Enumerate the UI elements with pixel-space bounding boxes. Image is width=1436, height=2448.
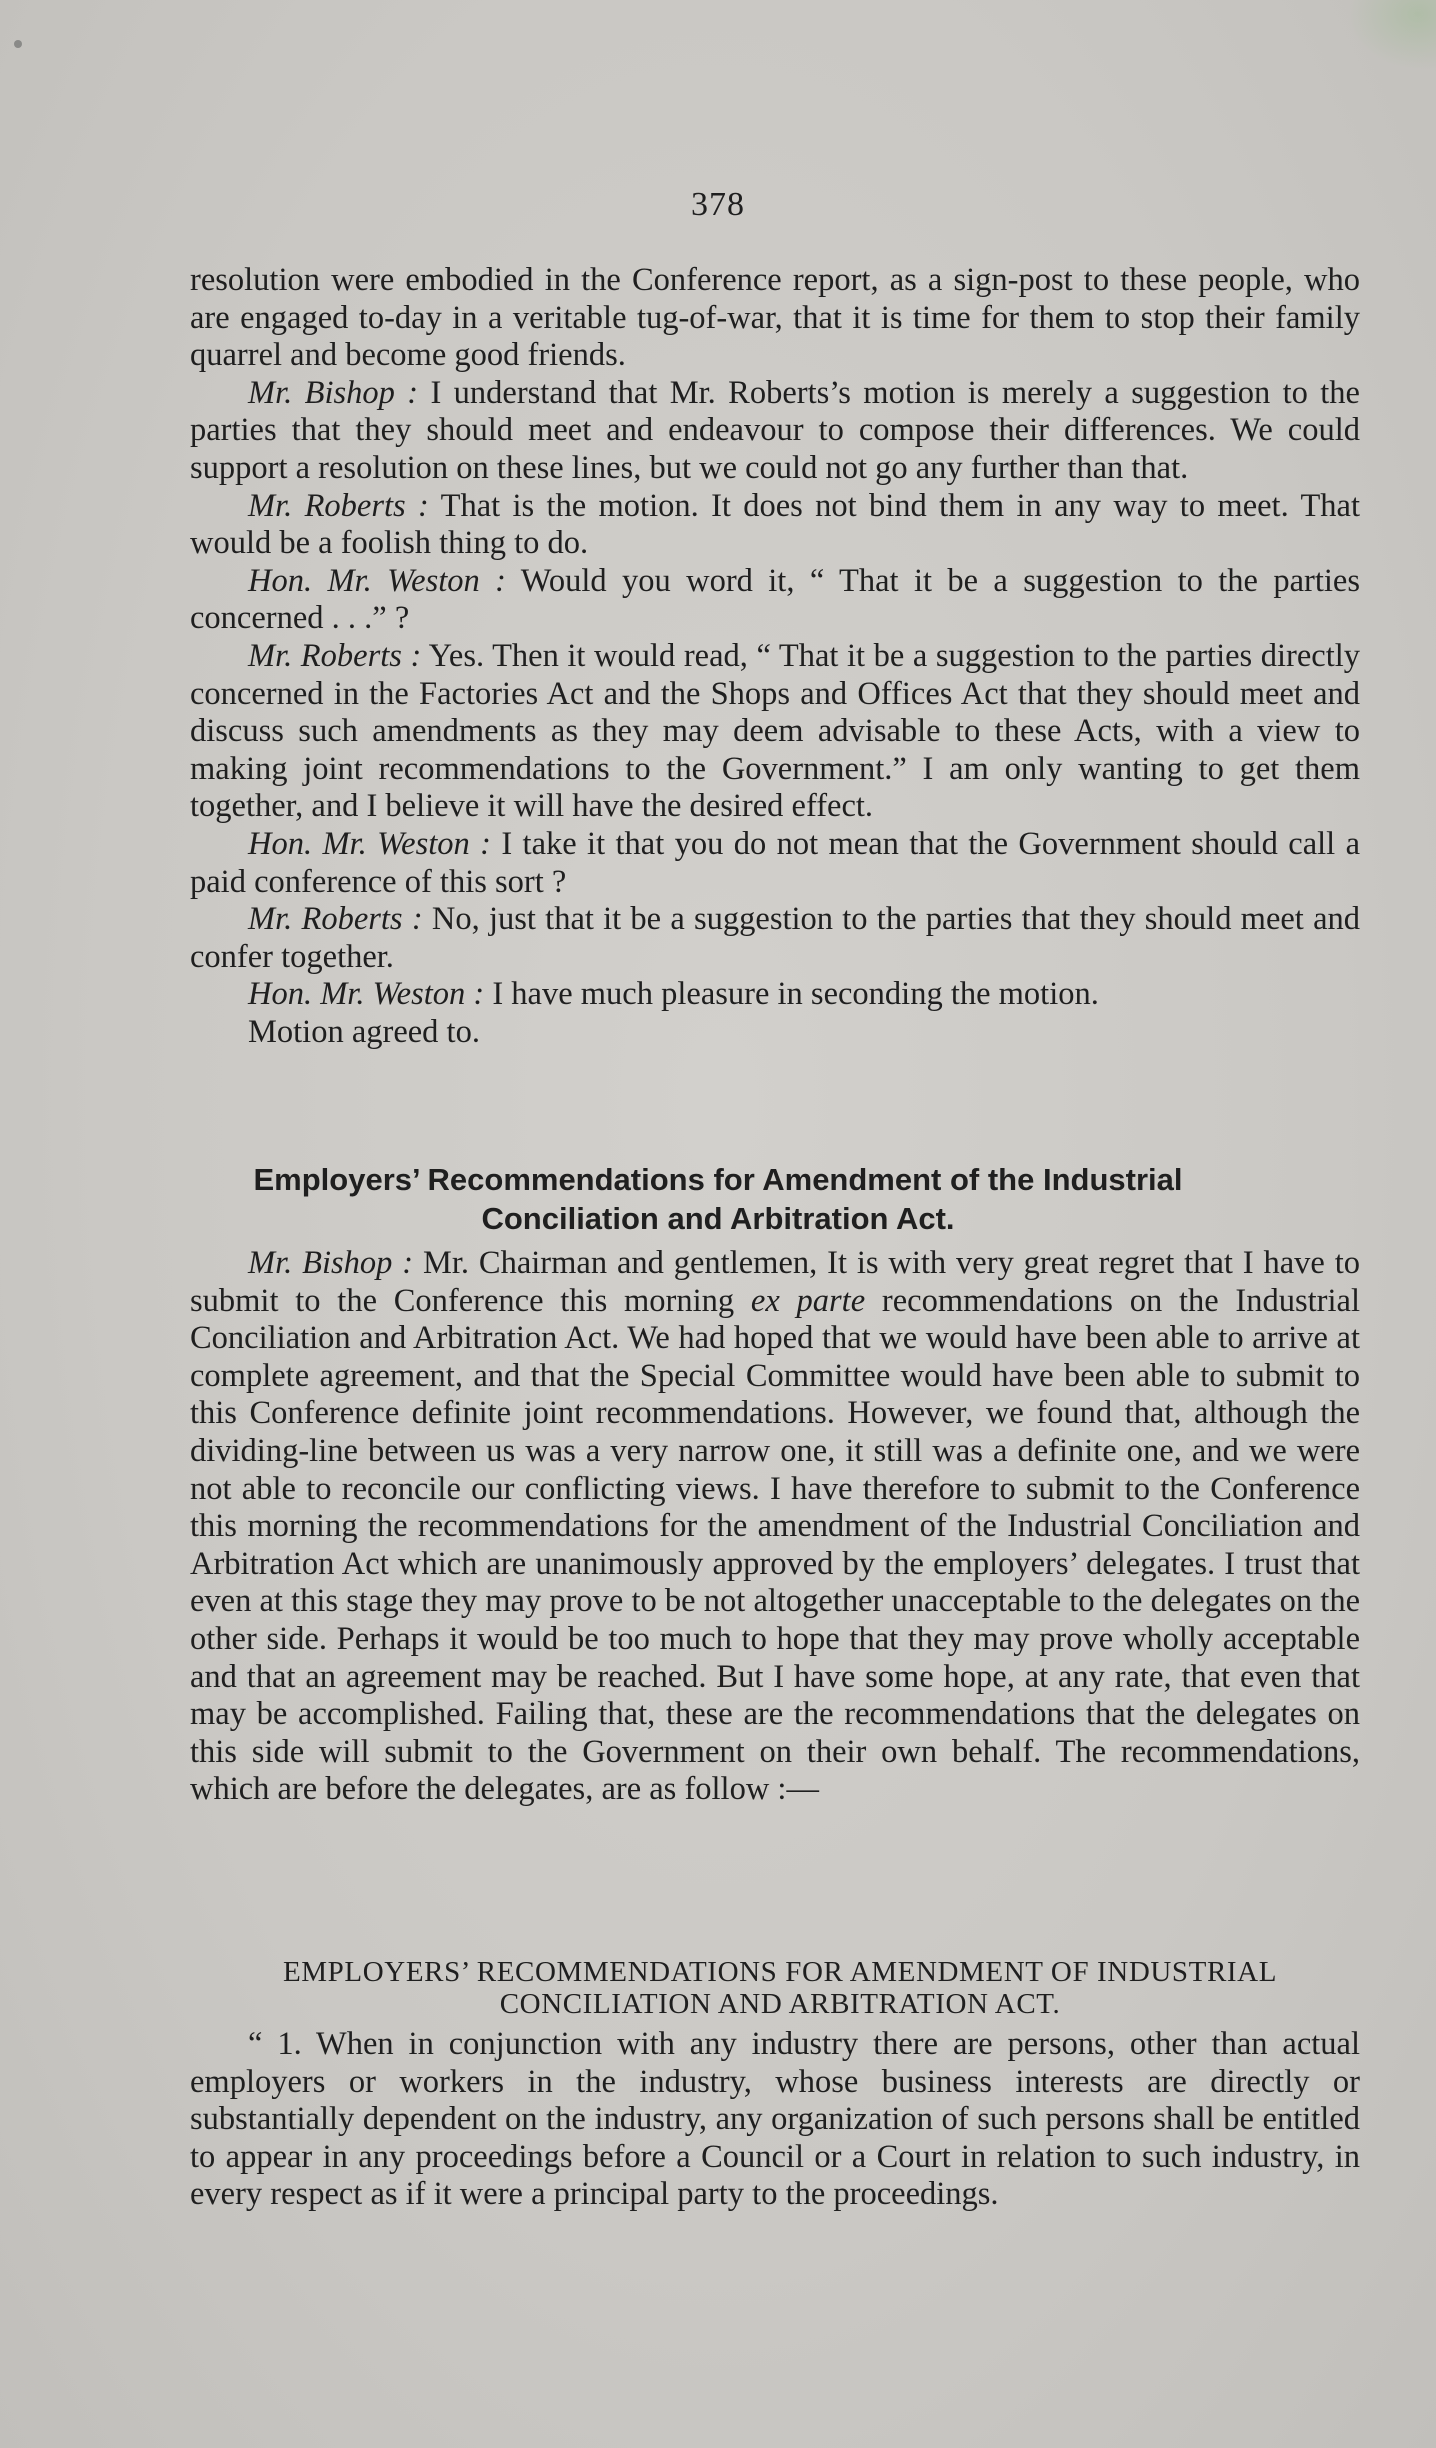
speech-text: That is the motion. It does not bind them in any way to meet. That would be a foolish thing to do.: [190, 487, 1361, 562]
speaker-label: Mr. Roberts :: [248, 487, 429, 524]
paragraph-5: [190, 826, 1360, 901]
paragraph-8: [190, 1014, 1360, 1052]
latin-phrase: ex parte: [750, 1282, 866, 1319]
paper-stain: [1346, 0, 1436, 70]
paragraph-2: [190, 488, 1360, 563]
speech-text: I understand that Mr. Roberts’s motion is merely a suggestion to the parties that they should meet and endeavour to compose their differences. We could support a resolution on these lines, but we could not go any further than that.: [190, 374, 1360, 486]
debate-transcript: [190, 262, 1360, 1051]
paragraph-0: [190, 262, 1360, 375]
paper-mark: [14, 40, 22, 48]
speech-text: No, just that it be a suggestion to the parties that they should meet and confer together.: [190, 901, 1361, 975]
paragraph-4: [190, 638, 1360, 826]
speech-text: Yes. Then it would read, “ That it be a suggestion to the parties directly concerned in the Factories Act and the Shops and Offices Act that they should meet and discuss such amendments as they may deem advisable to these Acts, with a view to making joint recommendations to the Government.” I am only wanting to get them together, and I believe it will have the desired effect.: [190, 637, 1361, 825]
paragraph-7: [190, 976, 1360, 1014]
recommendation-1: [190, 2026, 1360, 2214]
paragraph-0-text: resolution were embodied in the Conference report, as a sign-post to these people, who are engaged to-day in a veritable tug-of-war, that it is time for them to stop their family quarrel and become good friends.: [190, 262, 1360, 374]
paragraph-1: [190, 375, 1360, 488]
motion-result: Motion agreed to.: [248, 1013, 480, 1050]
speaker-label: Mr. Roberts :: [248, 901, 423, 938]
speaker-label: Hon. Mr. Weston :: [248, 562, 506, 599]
statement-paragraph: [190, 1245, 1360, 1809]
recommendations-heading-line-1: EMPLOYERS’ RECOMMENDATIONS FOR AMENDMENT OF INDUSTRIAL: [282, 1956, 1278, 1988]
paragraph-3: [190, 563, 1360, 638]
recommendations-heading: [190, 1956, 1370, 2020]
section-heading-line-2: Conciliation and Arbitration Act.: [481, 1201, 955, 1236]
page-number: 378: [691, 186, 745, 223]
speech-text: Would you word it, “ That it be a suggestion to the parties concerned . . .” ?: [190, 562, 1360, 637]
speaker-label: Mr. Bishop :: [248, 374, 419, 411]
statement-text-before: Mr. Chairman and gentlemen, It is with very great regret that I have to submit to the Conference this morning: [190, 1245, 1360, 1319]
speech-text: I have much pleasure in seconding the motion.: [484, 976, 1099, 1013]
speaker-label: Hon. Mr. Weston :: [248, 976, 485, 1013]
bishop-statement: [190, 1245, 1360, 1809]
speaker-label: Mr. Bishop :: [248, 1245, 414, 1281]
section-heading: [150, 1160, 1286, 1238]
paragraph-6: [190, 901, 1360, 976]
recommendations-heading-line-2: CONCILIATION AND ARBITRATION ACT.: [499, 1988, 1061, 2020]
speaker-label: Hon. Mr. Weston :: [248, 825, 491, 862]
section-heading-line-1: Employers’ Recommendations for Amendment of the Industrial: [253, 1162, 1183, 1197]
speech-text: I take it that you do not mean that the Government should call a paid conference of this sort ?: [190, 825, 1361, 900]
speaker-label: Mr. Roberts :: [248, 637, 422, 674]
recommendation-1-text: “ 1. When in conjunction with any industry there are persons, other than actual employers or workers in the industry, whose business interests are directly or substantially dependent on the industry, any organization of such persons shall be entitled to appear in any proceedings before a Council or a Court in relation to such industry, in every respect as if it were a principal party to the proceedings.: [190, 2026, 1360, 2213]
statement-text-after: recommendations on the Industrial Conciliation and Arbitration Act. We had hoped that we would have been able to arrive at complete agreement, and that the Special Committee would have been able to submit to this Conference definite joint recommendations. However, we found that, although the dividing-line between us was a very narrow one, it still was a definite one, and we were not able to reconcile our conflicting views. I have therefore to submit to the Conference this morning the recommendations for the amendment of the Industrial Conciliation and Arbitration Act which are unanimously approved by the employers’ delegates. I trust that even at this stage they may prove to be not altogether unacceptable to the delegates on the other side. Perhaps it would be too much to hope that they may prove wholly acceptable and that an agreement may be reached. But I have some hope, at any rate, that even that may be accomplished. Failing that, these are the recommendations that the delegates on this side will submit to the Government on their own behalf. The recommendations, which are before the delegates, are as follow :—: [190, 1282, 1360, 1808]
